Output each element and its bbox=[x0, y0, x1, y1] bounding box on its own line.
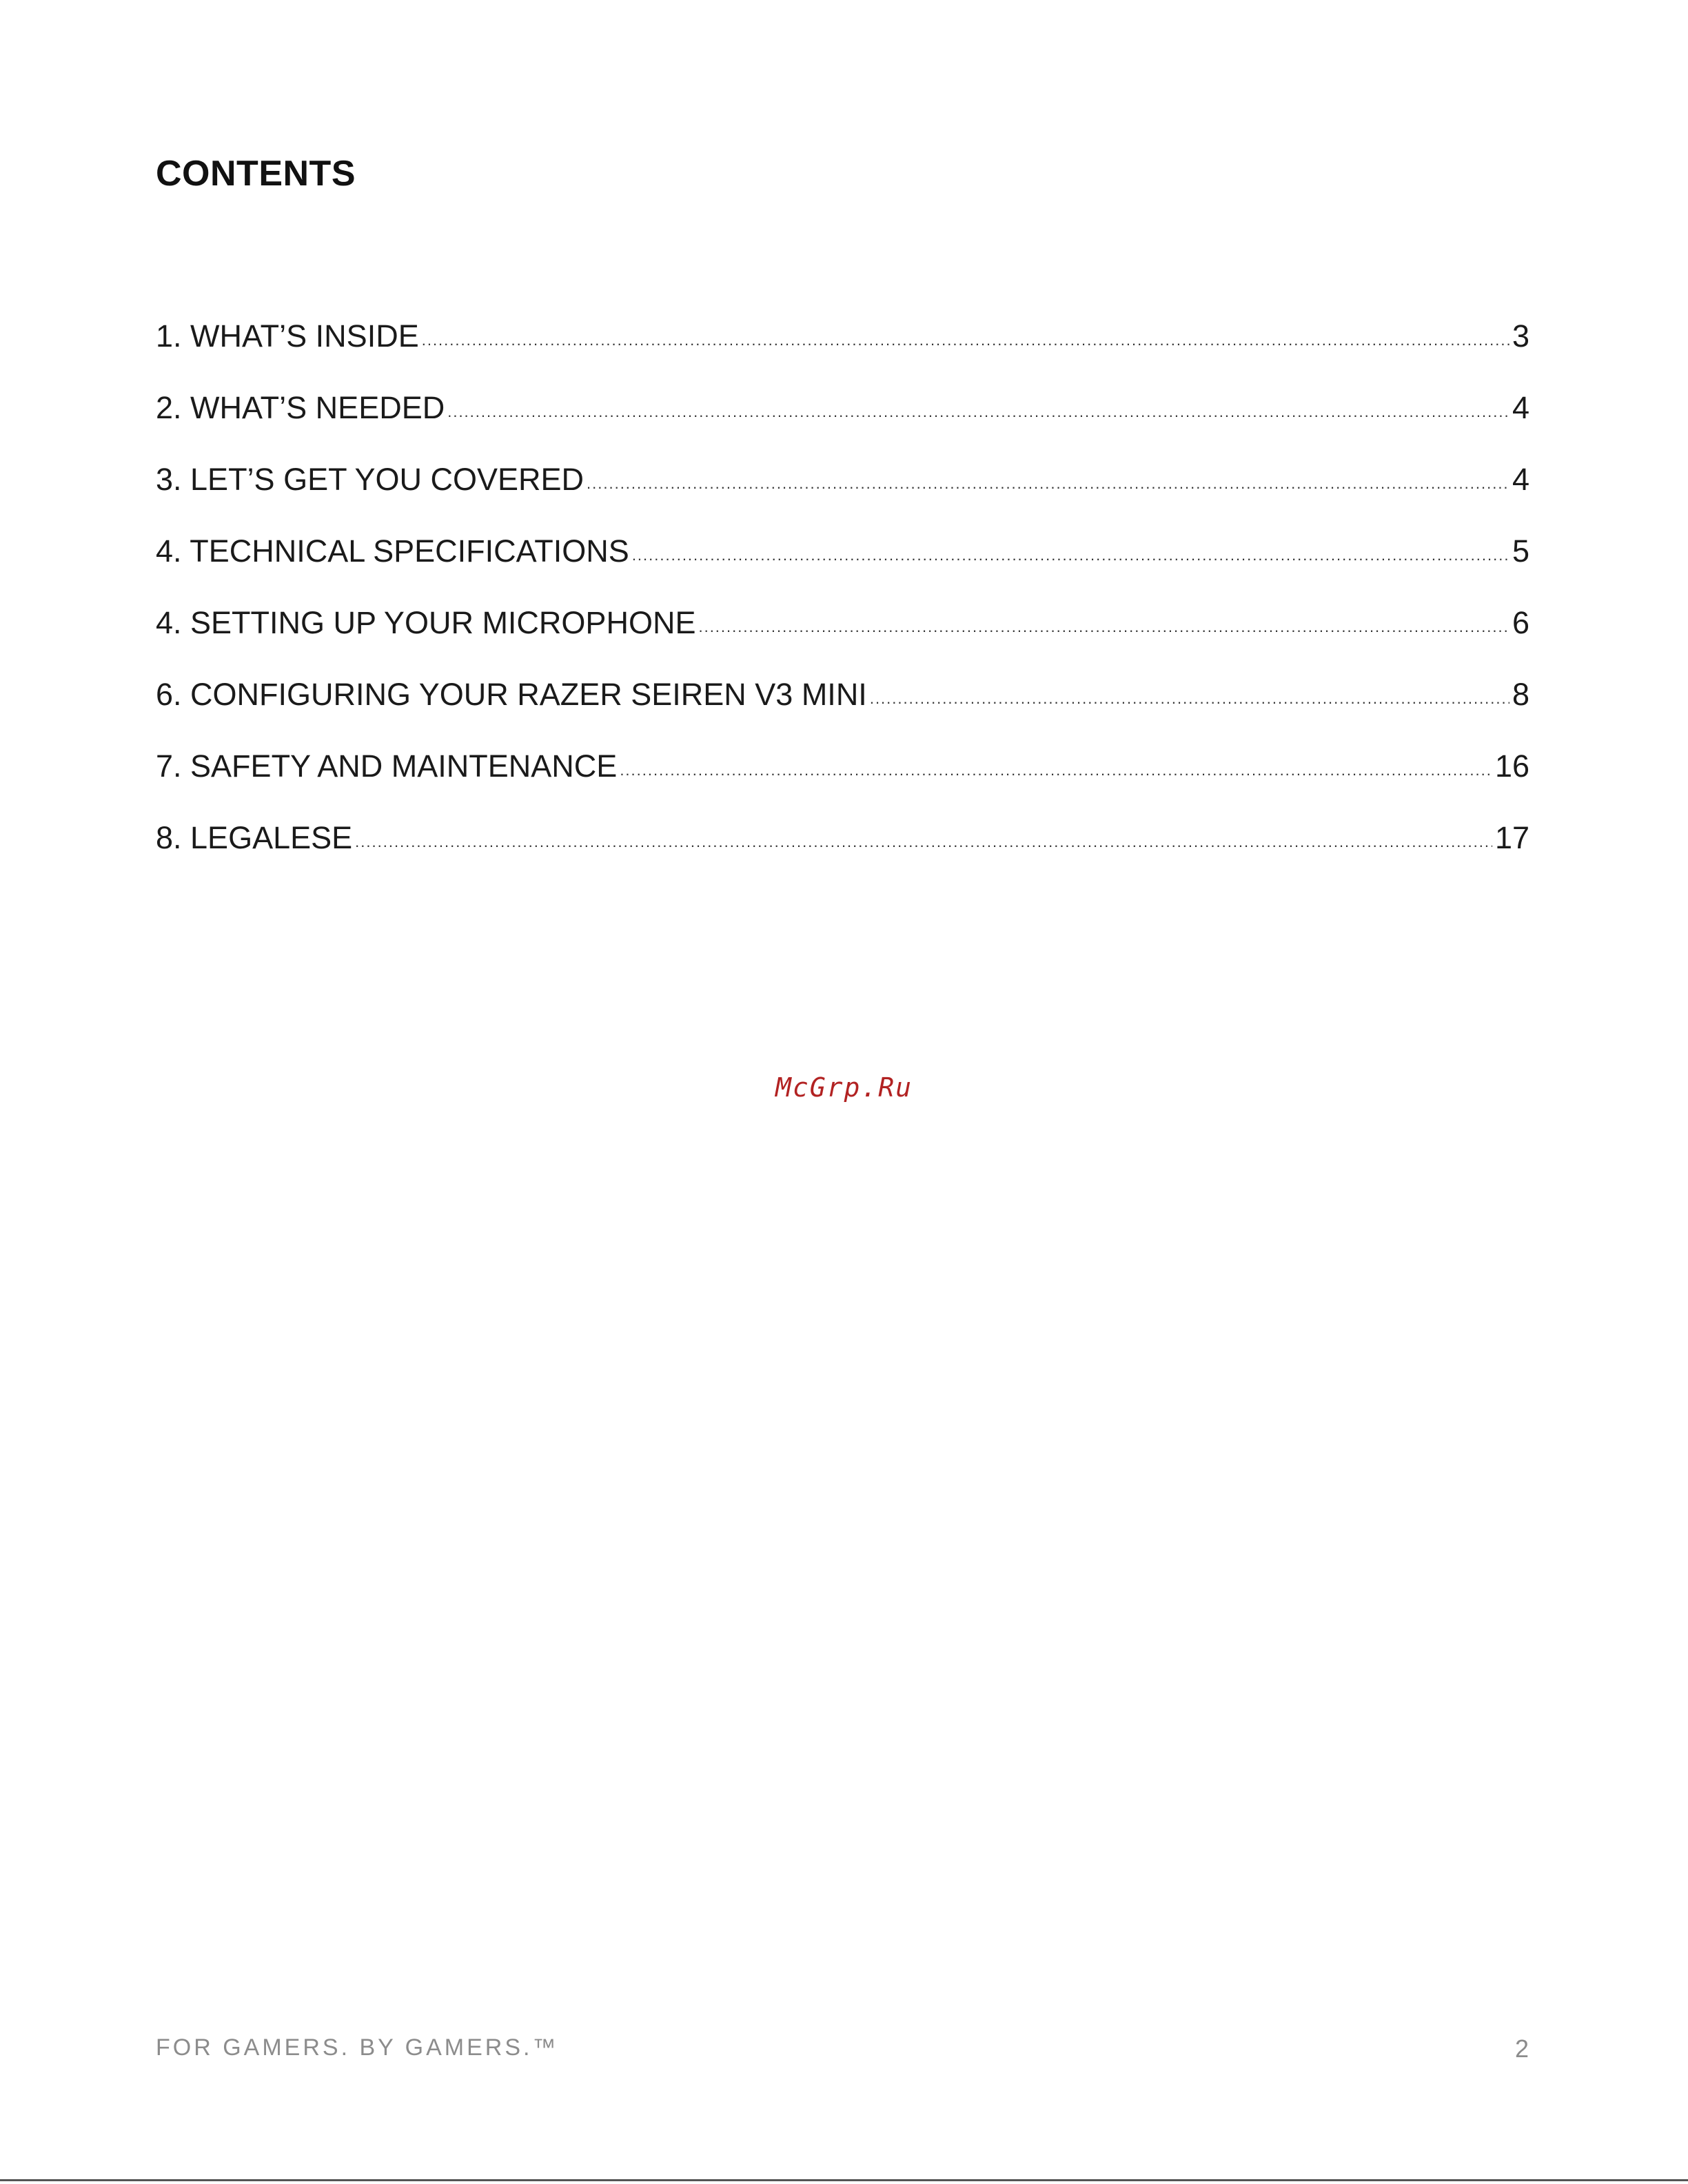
toc-entry-page: 3 bbox=[1512, 318, 1529, 354]
toc-entry-title: 8. LEGALESE bbox=[156, 820, 353, 855]
toc-entry-title: 6. CONFIGURING YOUR RAZER SEIREN V3 MINI bbox=[156, 677, 867, 712]
toc-entry[interactable] bbox=[156, 318, 1529, 390]
toc-entry[interactable] bbox=[156, 748, 1529, 820]
toc-entry[interactable] bbox=[156, 390, 1529, 462]
footer-page-number: 2 bbox=[1514, 2034, 1529, 2063]
toc-entry-page: 6 bbox=[1512, 605, 1529, 640]
toc-entry-title: 3. LET’S GET YOU COVERED bbox=[156, 462, 584, 497]
toc-entry-title: 4. TECHNICAL SPECIFICATIONS bbox=[156, 533, 629, 569]
toc-entry-title: 4. SETTING UP YOUR MICROPHONE bbox=[156, 605, 696, 640]
table-of-contents bbox=[156, 318, 1529, 892]
dot-leader bbox=[632, 547, 1509, 564]
dot-leader bbox=[422, 331, 1509, 349]
toc-entry-title: 2. WHAT’S NEEDED bbox=[156, 390, 445, 425]
toc-entry[interactable] bbox=[156, 462, 1529, 533]
toc-entry[interactable] bbox=[156, 677, 1529, 748]
dot-leader bbox=[620, 762, 1492, 779]
toc-entry-page: 4 bbox=[1512, 390, 1529, 425]
toc-entry-title: 1. WHAT’S INSIDE bbox=[156, 318, 419, 354]
watermark-link[interactable]: McGrp.Ru bbox=[775, 1072, 913, 1103]
dot-leader bbox=[587, 475, 1509, 493]
toc-entry-page: 4 bbox=[1512, 462, 1529, 497]
page-title: CONTENTS bbox=[156, 154, 356, 194]
dot-leader bbox=[447, 403, 1509, 421]
page-bottom-border bbox=[0, 2179, 1688, 2181]
toc-entry-page: 8 bbox=[1512, 677, 1529, 712]
toc-entry[interactable] bbox=[156, 533, 1529, 605]
toc-entry-page: 17 bbox=[1494, 820, 1529, 855]
dot-leader bbox=[355, 833, 1492, 851]
toc-entry-title: 7. SAFETY AND MAINTENANCE bbox=[156, 748, 618, 784]
toc-entry[interactable] bbox=[156, 605, 1529, 677]
dot-leader bbox=[870, 690, 1509, 708]
toc-entry-page: 5 bbox=[1512, 533, 1529, 569]
toc-entry-page: 16 bbox=[1494, 748, 1529, 784]
dot-leader bbox=[698, 618, 1509, 636]
toc-entry[interactable] bbox=[156, 820, 1529, 892]
footer-tagline: FOR GAMERS. BY GAMERS.™ bbox=[156, 2034, 559, 2061]
